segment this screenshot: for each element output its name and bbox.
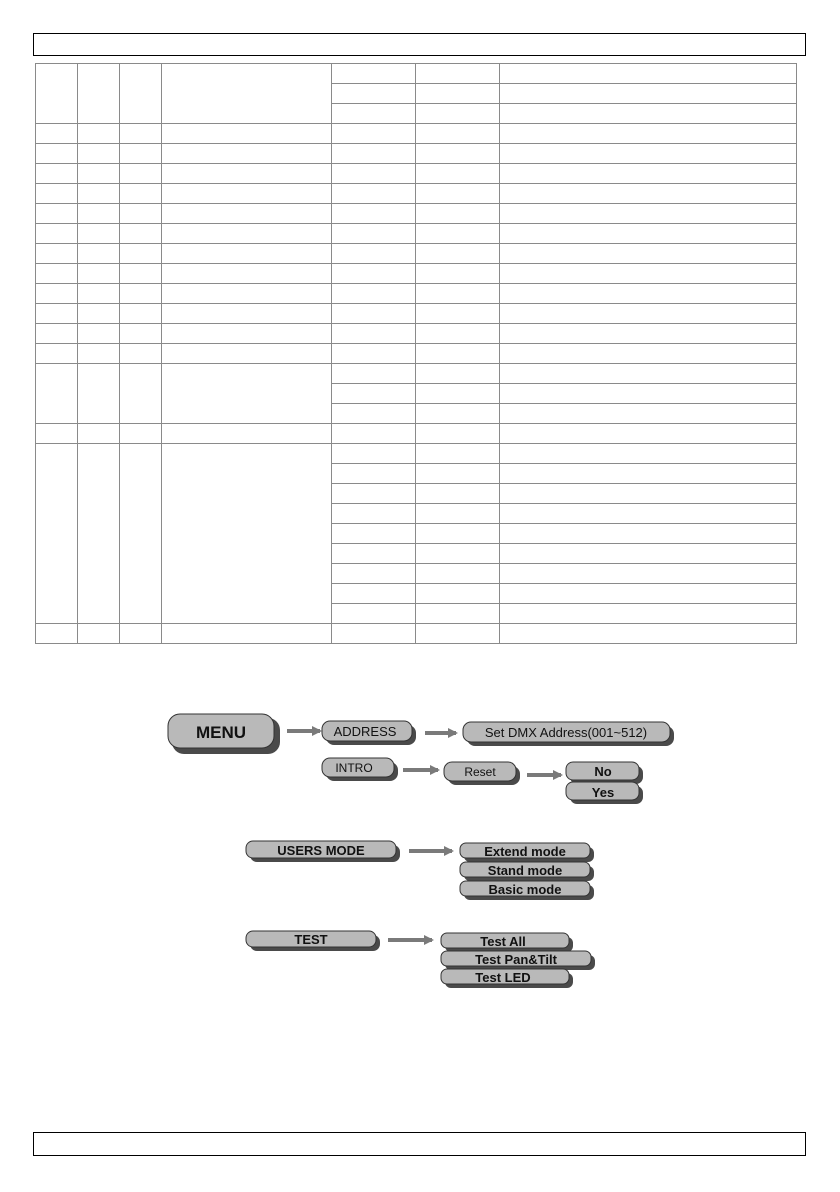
page-footer-frame: [33, 1132, 806, 1156]
users-mode-option-stand-label: Stand mode: [487, 863, 563, 878]
test-pill: [246, 931, 380, 951]
intro-option-no-label: No: [594, 764, 612, 779]
address-label: ADDRESS: [333, 724, 397, 739]
set-dmx-address-label: Set DMX Address(001~512): [484, 725, 648, 740]
reset-label: Reset: [464, 765, 496, 779]
users-mode-option-extend-label: Extend mode: [484, 844, 566, 859]
users-mode-option-basic-label: Basic mode: [488, 882, 562, 897]
test-option-pan-tilt-pill: [441, 951, 595, 970]
menu-root-label: MENU: [195, 723, 247, 742]
test-option-led-pill: [441, 969, 573, 988]
users-mode-option-basic-pill: [460, 881, 594, 900]
test-option-pan-tilt-label: Test Pan&Tilt: [475, 952, 557, 967]
test-label: TEST: [294, 932, 328, 947]
users-mode-pill: [246, 841, 400, 862]
intro-option-yes-label: Yes: [591, 785, 615, 800]
reset-pill: [444, 762, 520, 785]
users-mode-option-stand-pill: [460, 862, 594, 881]
intro-option-yes-pill: [566, 782, 643, 804]
intro-pill: [322, 758, 398, 781]
test-option-led-label: Test LED: [475, 970, 531, 985]
intro-label: INTRO: [335, 761, 373, 775]
intro-option-no-pill: [566, 762, 643, 784]
test-option-all-label: Test All: [480, 934, 526, 949]
menu-root-pill: [168, 714, 280, 754]
set-dmx-address-pill: [463, 722, 674, 746]
test-option-all-pill: [441, 933, 573, 952]
address-pill: [322, 721, 416, 745]
users-mode-label: USERS MODE: [277, 843, 365, 858]
users-mode-option-extend-pill: [460, 843, 594, 862]
